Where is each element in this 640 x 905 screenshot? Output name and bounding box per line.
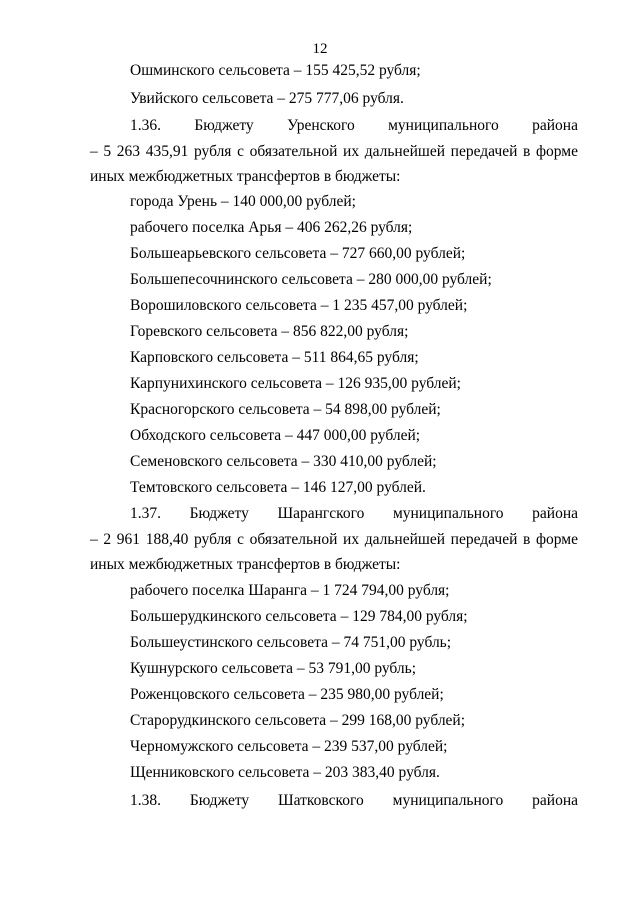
text-line: Кушнурского сельсовета – 53 791,00 рубль;	[130, 660, 417, 677]
item-1-37-line2: – 2 961 188,40 рубля с обязательной их дальнейшей передачей в форме	[90, 531, 578, 548]
heading-word: района	[532, 117, 578, 134]
text-line: Горевского сельсовета – 856 822,00 рубля;	[130, 323, 409, 340]
text-line: Темтовского сельсовета – 146 127,00 рублей.	[130, 479, 426, 496]
text-line: Красногорского сельсовета – 54 898,00 рублей;	[130, 401, 441, 418]
heading-word: Уренского	[287, 117, 355, 134]
heading-word: района	[532, 505, 578, 522]
text-line: Увийского сельсовета – 275 777,06 рубля.	[130, 90, 404, 107]
text-line: рабочего поселка Арья – 406 262,26 рубля;	[130, 219, 413, 236]
heading-word: муниципального	[392, 505, 504, 522]
text-line: Черномужского сельсовета – 239 537,00 рублей;	[130, 738, 448, 755]
item-number: 1.38.	[130, 792, 161, 809]
heading-word: Шатковского	[278, 792, 364, 809]
text-line: Большеарьевского сельсовета – 727 660,00 рублей;	[130, 245, 466, 262]
item-1-37-line3: иных межбюджетных трансфертов в бюджеты:	[90, 556, 401, 573]
text-line: Семеновского сельсовета – 330 410,00 рублей;	[130, 453, 437, 470]
heading-word: Бюджету	[189, 505, 249, 522]
text-line: Обходского сельсовета – 447 000,00 рублей;	[130, 427, 421, 444]
text-line: Карпунихинского сельсовета – 126 935,00 рублей;	[130, 375, 461, 392]
item-1-36-heading	[130, 117, 578, 135]
text-line: Карповского сельсовета – 511 864,65 рубля;	[130, 349, 419, 366]
item-1-37-heading	[130, 505, 578, 523]
text-line: Старорудкинского сельсовета – 299 168,00 рублей;	[130, 712, 466, 729]
heading-word: Бюджету	[194, 117, 254, 134]
item-number: 1.37.	[130, 505, 161, 522]
heading-word: Бюджету	[189, 792, 250, 809]
text-line: рабочего поселка Шаранга – 1 724 794,00 рубля;	[130, 582, 450, 599]
text-line: Ошминского сельсовета – 155 425,52 рубля;	[130, 62, 421, 79]
text-line: Роженцовского сельсовета – 235 980,00 рублей;	[130, 686, 444, 703]
text-line: Большепесочнинского сельсовета – 280 000,00 рублей;	[130, 271, 492, 288]
text-line: Щенниковского сельсовета – 203 383,40 рубля.	[130, 764, 440, 781]
heading-word: Шарангского	[277, 505, 365, 522]
text-line: города Урень – 140 000,00 рублей;	[130, 193, 356, 210]
text-line: Большерудкинского сельсовета – 129 784,00 рубля;	[130, 608, 468, 625]
item-1-36-line3: иных межбюджетных трансфертов в бюджеты:	[90, 168, 401, 185]
heading-word: района	[532, 792, 578, 809]
item-number: 1.36.	[130, 117, 161, 134]
page-number: 12	[312, 41, 328, 57]
heading-word: муниципального	[388, 117, 499, 134]
item-1-38-heading	[130, 792, 578, 810]
item-1-36-line2: – 5 263 435,91 рубля с обязательной их дальнейшей передачей в форме	[90, 143, 578, 160]
text-line: Большеустинского сельсовета – 74 751,00 рубль;	[130, 634, 452, 651]
text-line: Ворошиловского сельсовета – 1 235 457,00 рублей;	[130, 297, 468, 314]
heading-word: муниципального	[392, 792, 504, 809]
